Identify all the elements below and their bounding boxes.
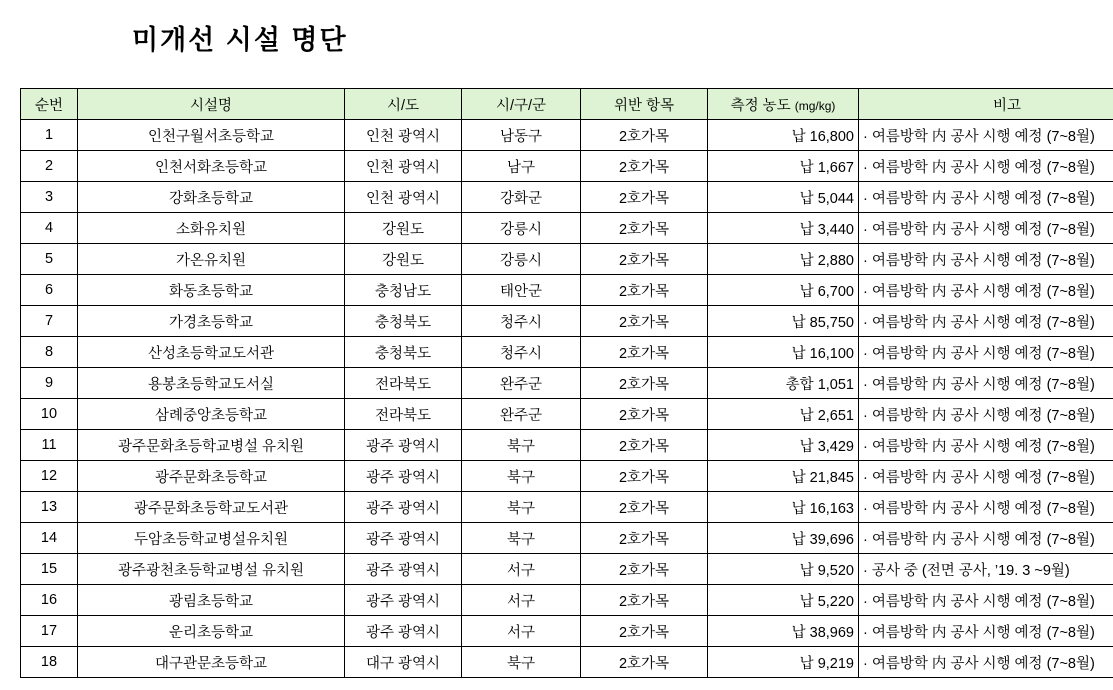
cell-remark: · 여름방학 内 공사 시행 예정 (7~8월) xyxy=(859,492,1113,523)
cell-violation: 2호가목 xyxy=(581,151,708,182)
table-row xyxy=(21,616,1113,647)
table-row xyxy=(21,182,1113,213)
cell-sigungu: 북구 xyxy=(462,647,581,678)
cell-sigungu: 북구 xyxy=(462,461,581,492)
cell-remark: · 여름방학 内 공사 시행 예정 (7~8월) xyxy=(859,151,1113,182)
table-row xyxy=(21,275,1113,306)
table-row xyxy=(21,647,1113,678)
cell-no: 10 xyxy=(21,399,78,430)
column-header-sido: 시/도 xyxy=(345,89,462,120)
cell-concentration: 납 16,100 xyxy=(708,337,859,368)
column-header-remark: 비고 xyxy=(859,89,1113,120)
cell-violation: 2호가목 xyxy=(581,461,708,492)
cell-no: 14 xyxy=(21,523,78,554)
cell-remark: · 여름방학 内 공사 시행 예정 (7~8월) xyxy=(859,647,1113,678)
cell-facility: 광주광천초등학교병설 유치원 xyxy=(78,554,345,585)
cell-violation: 2호가목 xyxy=(581,554,708,585)
table-row xyxy=(21,492,1113,523)
cell-sido: 충청남도 xyxy=(345,275,462,306)
cell-remark: · 여름방학 内 공사 시행 예정 (7~8월) xyxy=(859,213,1113,244)
cell-concentration: 납 6,700 xyxy=(708,275,859,306)
cell-sigungu: 강릉시 xyxy=(462,213,581,244)
cell-facility: 광림초등학교 xyxy=(78,585,345,616)
cell-sigungu: 서구 xyxy=(462,616,581,647)
table-row xyxy=(21,368,1113,399)
cell-violation: 2호가목 xyxy=(581,244,708,275)
cell-concentration: 납 5,044 xyxy=(708,182,859,213)
cell-sido: 인천 광역시 xyxy=(345,182,462,213)
cell-facility: 산성초등학교도서관 xyxy=(78,337,345,368)
cell-no: 16 xyxy=(21,585,78,616)
cell-sigungu: 남동구 xyxy=(462,120,581,151)
cell-remark: · 여름방학 内 공사 시행 예정 (7~8월) xyxy=(859,585,1113,616)
concentration-unit: (mg/kg) xyxy=(794,98,836,113)
concentration-label: 측정 농도 xyxy=(730,97,791,114)
cell-sigungu: 북구 xyxy=(462,523,581,554)
column-header-facility: 시설명 xyxy=(78,89,345,120)
cell-sigungu: 서구 xyxy=(462,554,581,585)
cell-violation: 2호가목 xyxy=(581,182,708,213)
cell-facility: 인천서화초등학교 xyxy=(78,151,345,182)
cell-no: 17 xyxy=(21,616,78,647)
cell-no: 15 xyxy=(21,554,78,585)
cell-no: 1 xyxy=(21,120,78,151)
cell-violation: 2호가목 xyxy=(581,306,708,337)
cell-remark: · 여름방학 内 공사 시행 예정 (7~8월) xyxy=(859,244,1113,275)
cell-sigungu: 청주시 xyxy=(462,337,581,368)
cell-no: 13 xyxy=(21,492,78,523)
cell-concentration: 납 9,219 xyxy=(708,647,859,678)
table-row xyxy=(21,523,1113,554)
cell-remark: · 여름방학 内 공사 시행 예정 (7~8월) xyxy=(859,399,1113,430)
column-header-no: 순번 xyxy=(21,89,78,120)
cell-concentration: 납 1,667 xyxy=(708,151,859,182)
cell-sido: 전라북도 xyxy=(345,368,462,399)
cell-remark: · 여름방학 内 공사 시행 예정 (7~8월) xyxy=(859,275,1113,306)
table-row xyxy=(21,120,1113,151)
cell-concentration: 납 39,696 xyxy=(708,523,859,554)
cell-sigungu: 북구 xyxy=(462,430,581,461)
table-row xyxy=(21,213,1113,244)
table-row xyxy=(21,554,1113,585)
cell-facility: 두암초등학교병설유치원 xyxy=(78,523,345,554)
column-header-concentration xyxy=(708,89,859,120)
cell-sido: 광주 광역시 xyxy=(345,461,462,492)
column-header-violation: 위반 항목 xyxy=(581,89,708,120)
cell-no: 11 xyxy=(21,430,78,461)
cell-facility: 삼례중앙초등학교 xyxy=(78,399,345,430)
cell-no: 18 xyxy=(21,647,78,678)
cell-violation: 2호가목 xyxy=(581,523,708,554)
cell-no: 6 xyxy=(21,275,78,306)
cell-concentration: 납 3,440 xyxy=(708,213,859,244)
cell-sigungu: 서구 xyxy=(462,585,581,616)
cell-sido: 충청북도 xyxy=(345,337,462,368)
column-header-sigungu: 시/구/군 xyxy=(462,89,581,120)
cell-remark: · 여름방학 内 공사 시행 예정 (7~8월) xyxy=(859,430,1113,461)
table-header xyxy=(21,89,1113,120)
cell-sigungu: 청주시 xyxy=(462,306,581,337)
cell-remark: · 여름방학 内 공사 시행 예정 (7~8월) xyxy=(859,616,1113,647)
cell-sigungu: 강릉시 xyxy=(462,244,581,275)
cell-facility: 운리초등학교 xyxy=(78,616,345,647)
cell-sido: 광주 광역시 xyxy=(345,430,462,461)
table-header-row xyxy=(21,89,1113,120)
cell-no: 8 xyxy=(21,337,78,368)
cell-concentration: 납 5,220 xyxy=(708,585,859,616)
cell-sido: 광주 광역시 xyxy=(345,554,462,585)
cell-concentration: 납 2,880 xyxy=(708,244,859,275)
cell-sido: 광주 광역시 xyxy=(345,585,462,616)
cell-facility: 대구관문초등학교 xyxy=(78,647,345,678)
cell-remark: · 여름방학 内 공사 시행 예정 (7~8월) xyxy=(859,368,1113,399)
cell-violation: 2호가목 xyxy=(581,647,708,678)
table-row xyxy=(21,151,1113,182)
cell-violation: 2호가목 xyxy=(581,213,708,244)
cell-violation: 2호가목 xyxy=(581,368,708,399)
cell-sido: 전라북도 xyxy=(345,399,462,430)
cell-violation: 2호가목 xyxy=(581,399,708,430)
cell-remark: · 여름방학 内 공사 시행 예정 (7~8월) xyxy=(859,337,1113,368)
cell-facility: 광주문화초등학교병설 유치원 xyxy=(78,430,345,461)
cell-facility: 강화초등학교 xyxy=(78,182,345,213)
cell-sigungu: 완주군 xyxy=(462,368,581,399)
cell-no: 5 xyxy=(21,244,78,275)
cell-facility: 용봉초등학교도서실 xyxy=(78,368,345,399)
cell-no: 9 xyxy=(21,368,78,399)
cell-sido: 광주 광역시 xyxy=(345,492,462,523)
cell-facility: 광주문화초등학교도서관 xyxy=(78,492,345,523)
cell-facility: 가경초등학교 xyxy=(78,306,345,337)
cell-violation: 2호가목 xyxy=(581,337,708,368)
cell-remark: · 여름방학 内 공사 시행 예정 (7~8월) xyxy=(859,523,1113,554)
cell-remark: · 여름방학 内 공사 시행 예정 (7~8월) xyxy=(859,120,1113,151)
table-row xyxy=(21,306,1113,337)
cell-remark: · 여름방학 内 공사 시행 예정 (7~8월) xyxy=(859,461,1113,492)
cell-facility: 가온유치원 xyxy=(78,244,345,275)
cell-remark: · 공사 중 (전면 공사, ’19. 3 ~9월) xyxy=(859,554,1113,585)
cell-concentration: 납 38,969 xyxy=(708,616,859,647)
cell-sido: 인천 광역시 xyxy=(345,151,462,182)
page-title: 미개선 시설 명단 xyxy=(132,25,348,55)
cell-sido: 인천 광역시 xyxy=(345,120,462,151)
cell-facility: 인천구월서초등학교 xyxy=(78,120,345,151)
table-row xyxy=(21,337,1113,368)
cell-sigungu: 완주군 xyxy=(462,399,581,430)
cell-remark: · 여름방학 内 공사 시행 예정 (7~8월) xyxy=(859,182,1113,213)
cell-concentration: 납 9,520 xyxy=(708,554,859,585)
table-body xyxy=(21,120,1113,678)
cell-violation: 2호가목 xyxy=(581,120,708,151)
cell-no: 4 xyxy=(21,213,78,244)
cell-sigungu: 남구 xyxy=(462,151,581,182)
table-row xyxy=(21,461,1113,492)
cell-facility: 광주문화초등학교 xyxy=(78,461,345,492)
cell-sigungu: 태안군 xyxy=(462,275,581,306)
cell-no: 12 xyxy=(21,461,78,492)
cell-no: 3 xyxy=(21,182,78,213)
table-row xyxy=(21,585,1113,616)
cell-concentration: 납 16,800 xyxy=(708,120,859,151)
cell-violation: 2호가목 xyxy=(581,430,708,461)
cell-sido: 충청북도 xyxy=(345,306,462,337)
cell-no: 7 xyxy=(21,306,78,337)
cell-facility: 화동초등학교 xyxy=(78,275,345,306)
table-row xyxy=(21,399,1113,430)
facility-table-container xyxy=(20,88,1095,678)
cell-violation: 2호가목 xyxy=(581,585,708,616)
cell-concentration: 납 2,651 xyxy=(708,399,859,430)
facility-table xyxy=(20,88,1113,678)
cell-concentration: 납 3,429 xyxy=(708,430,859,461)
cell-violation: 2호가목 xyxy=(581,275,708,306)
cell-no: 2 xyxy=(21,151,78,182)
cell-sido: 대구 광역시 xyxy=(345,647,462,678)
cell-remark: · 여름방학 内 공사 시행 예정 (7~8월) xyxy=(859,306,1113,337)
cell-concentration: 총합 1,051 xyxy=(708,368,859,399)
cell-violation: 2호가목 xyxy=(581,616,708,647)
cell-sido: 강원도 xyxy=(345,213,462,244)
table-row xyxy=(21,244,1113,275)
cell-concentration: 납 21,845 xyxy=(708,461,859,492)
cell-concentration: 납 16,163 xyxy=(708,492,859,523)
cell-sido: 광주 광역시 xyxy=(345,616,462,647)
cell-concentration: 납 85,750 xyxy=(708,306,859,337)
table-row xyxy=(21,430,1113,461)
cell-sigungu: 북구 xyxy=(462,492,581,523)
cell-violation: 2호가목 xyxy=(581,492,708,523)
cell-facility: 소화유치원 xyxy=(78,213,345,244)
cell-sido: 강원도 xyxy=(345,244,462,275)
cell-sido: 광주 광역시 xyxy=(345,523,462,554)
cell-sigungu: 강화군 xyxy=(462,182,581,213)
